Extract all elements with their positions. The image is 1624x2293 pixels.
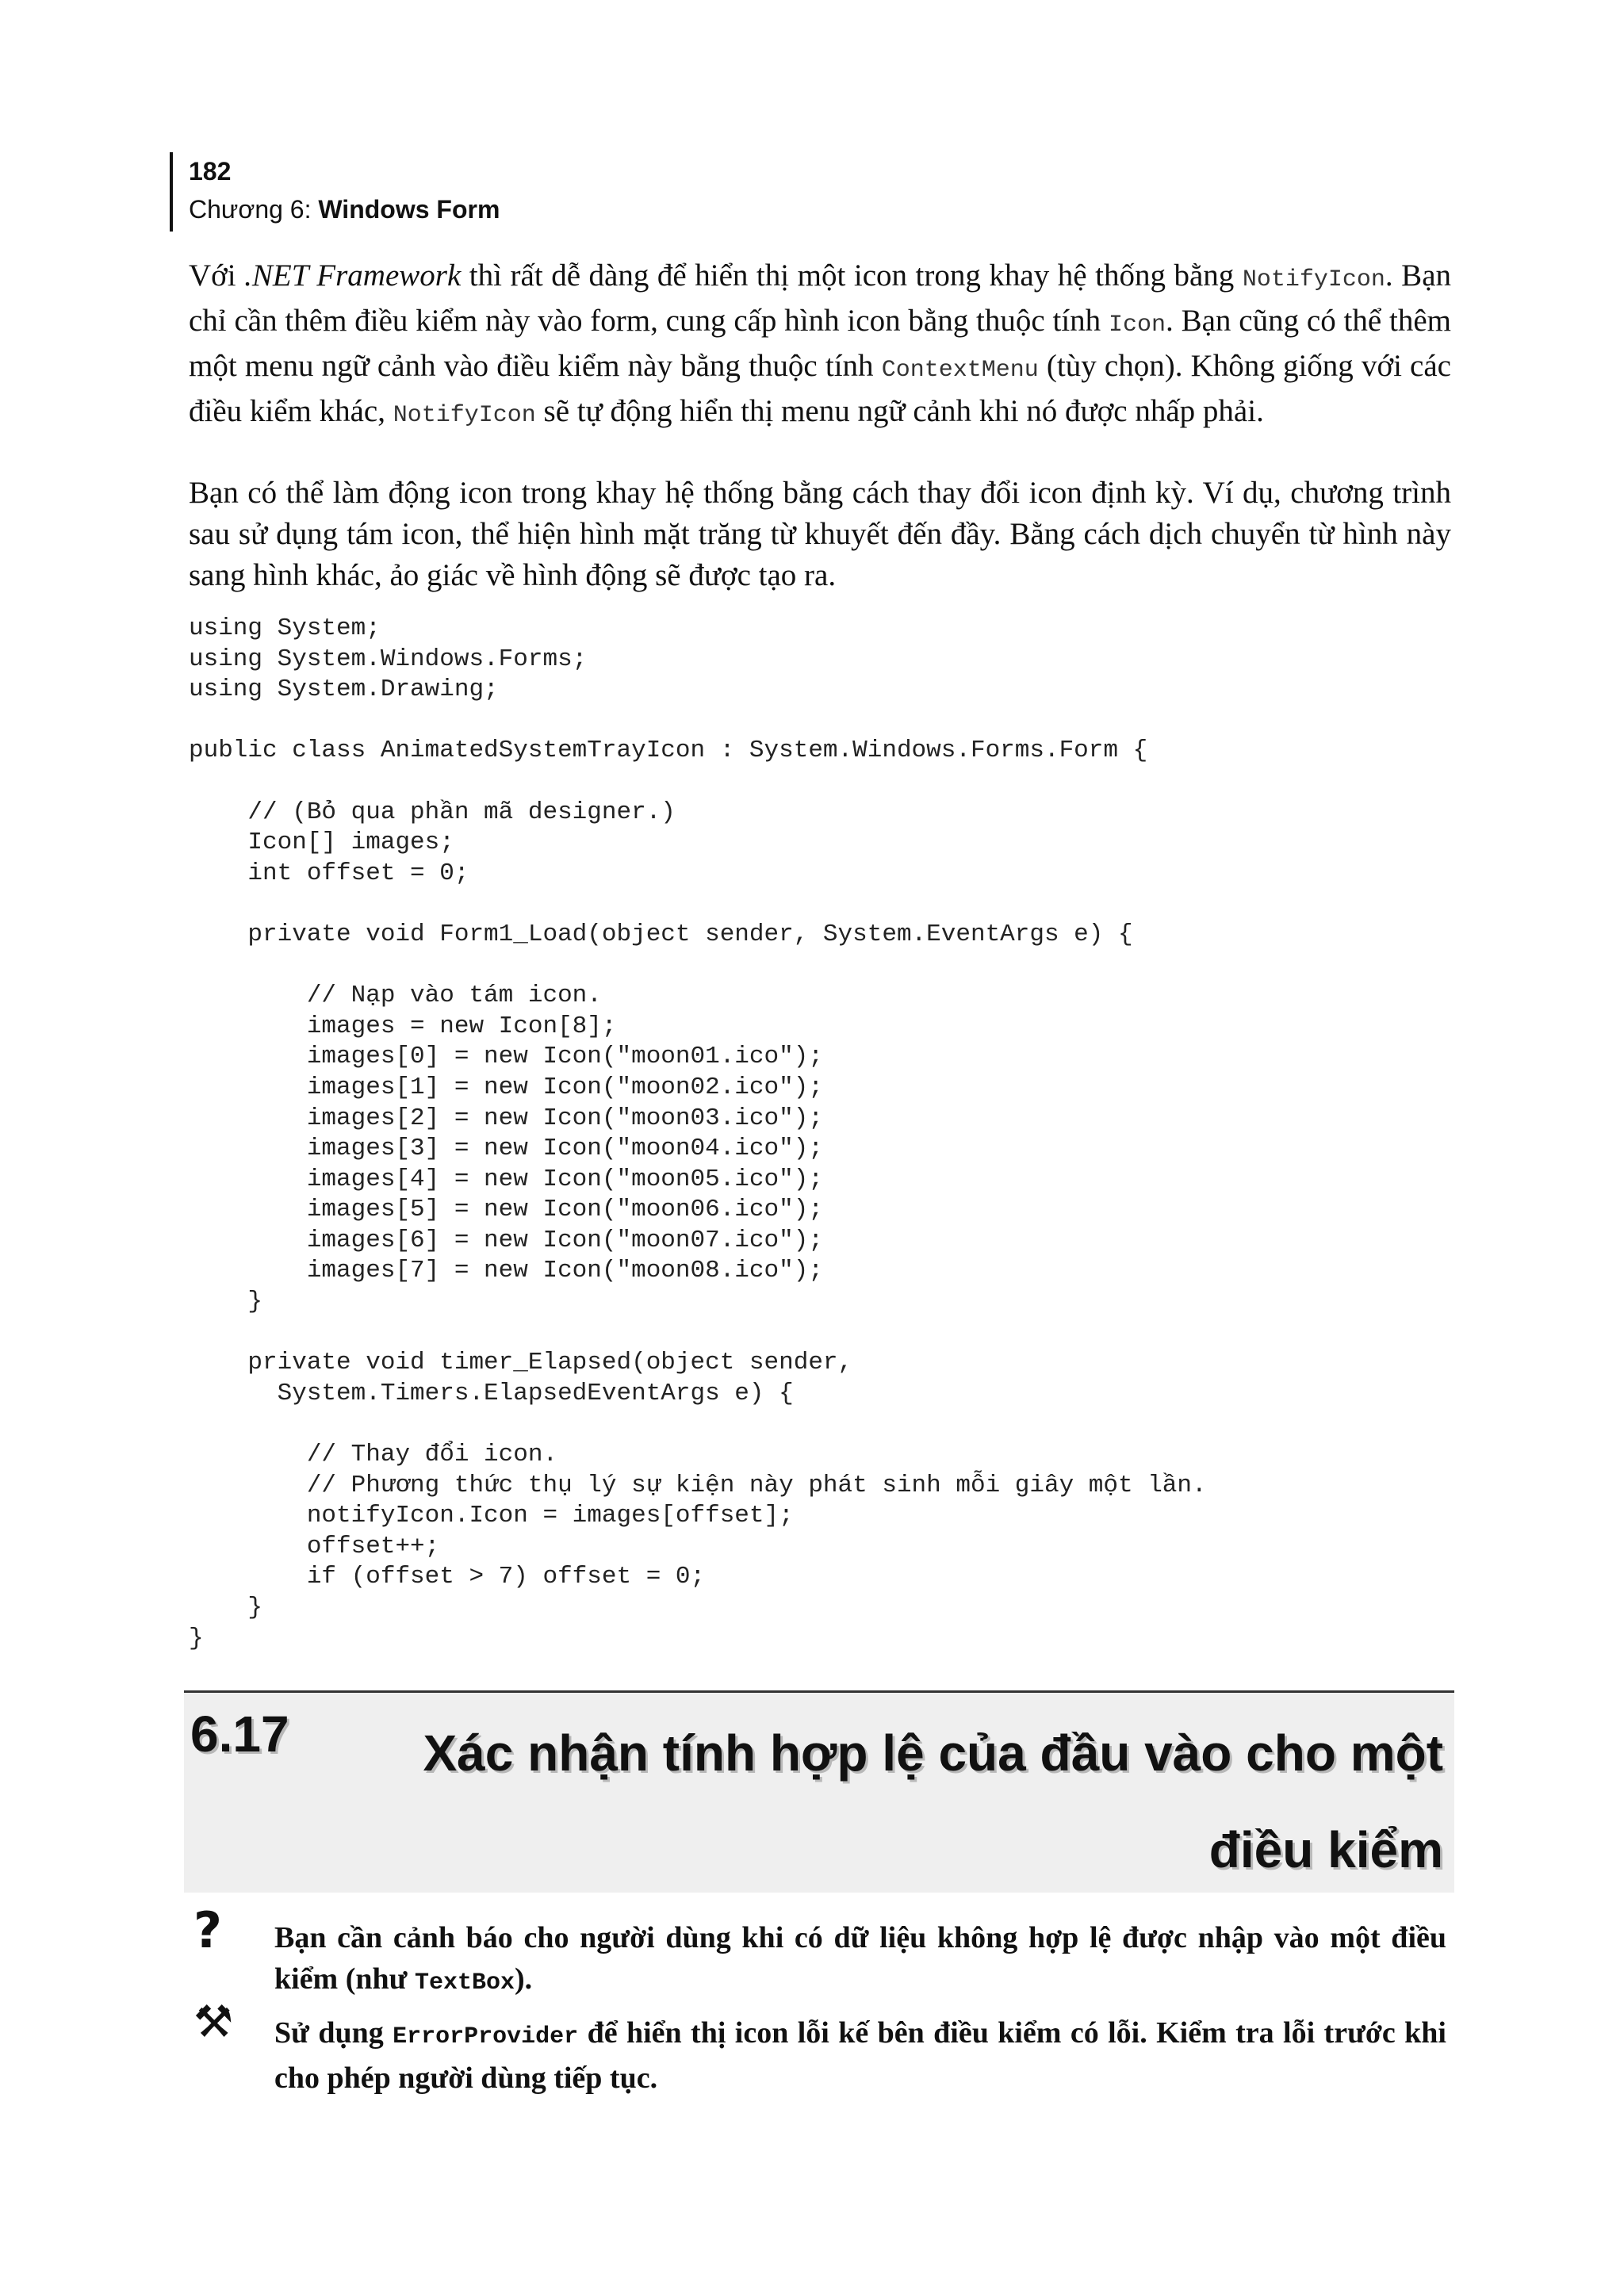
text-run: (tùy chọn). Không giống với các điều kiểm khác, xyxy=(189,349,1451,428)
text-run: sẽ tự động hiển thị menu ngữ cảnh khi nó được nhấp phải. xyxy=(535,394,1264,428)
text-run: Sử dụng xyxy=(274,2016,393,2050)
chapter-heading xyxy=(189,195,500,224)
text-run: ). xyxy=(514,1962,533,1996)
page-number: 182 xyxy=(189,157,232,186)
inline-code: Icon xyxy=(1109,312,1166,339)
code-listing: using System; using System.Windows.Forms; using System.Drawing; public class AnimatedSystemTrayIcon : System.Windows.Forms.Form { // (Bỏ qua phần mã designer.) Icon[] images; int offset = 0; private void Form1_Load(object sender, System.EventArgs e) { // Nạp vào tám icon. images = new Icon[8]; images[0] = new Icon("moon01.ico"); images[1] = new Icon("moon02.ico"); images[2] = new Icon("moon03.ico"); images[3] = new Icon("moon04.ico"); images[4] = new Icon("moon05.ico"); images[5] = new Icon("moon06.ico"); images[6] = new Icon("moon07.ico"); images[7] = new Icon("moon08.ico"); } private void timer_Elapsed(object sender, System.Timers.ElapsedEventArgs e) { // Thay đổi icon. // Phương thức thụ lý sự kiện này phát sinh mỗi giây một lần. notifyIcon.Icon = images[offset]; offset++; if (offset > 7) offset = 0; } } xyxy=(189,614,1207,1652)
inline-code: NotifyIcon xyxy=(393,402,536,429)
question-mark-icon: ? xyxy=(193,1901,222,1959)
inline-code: ErrorProvider xyxy=(393,2023,579,2050)
tools-icon: ⚒ xyxy=(193,1996,234,2048)
section-number: 6.17 xyxy=(190,1705,289,1763)
chapter-title: Windows Form xyxy=(318,195,500,224)
inline-code: TextBox xyxy=(414,1970,515,1996)
text-run: thì rất dễ dàng để hiển thị một icon trong khay hệ thống bằng xyxy=(461,258,1243,293)
text-run: Bạn cần cảnh báo cho người dùng khi có dữ liệu không hợp lệ được nhập vào một điều kiểm (như xyxy=(274,1921,1446,1996)
text-run: Với xyxy=(189,258,245,293)
header-vertical-rule xyxy=(170,152,173,232)
inline-code: ContextMenu xyxy=(881,357,1039,384)
chapter-prefix: Chương 6: xyxy=(189,195,319,224)
problem-statement xyxy=(274,1917,1446,2004)
solution-statement xyxy=(274,2012,1446,2099)
framework-term: .NET Framework xyxy=(244,258,462,293)
text-run: để hiển thị icon lỗi kế bên điều kiểm có lỗi. Kiểm tra lỗi trước khi cho phép người dùng tiếp tục. xyxy=(274,2016,1446,2095)
paragraph-notifyicon-intro xyxy=(189,255,1451,436)
paragraph-animation: Bạn có thể làm động icon trong khay hệ thống bằng cách thay đổi icon định kỳ. Ví dụ, chương trình sau sử dụng tám icon, thể hiện hình mặt trăng từ khuyết đến đầy. Bằng cách dịch chuyển từ hình này sang hình khác, ảo giác về hình động sẽ được tạo ra. xyxy=(189,476,1451,592)
inline-code: NotifyIcon xyxy=(1242,266,1385,293)
text-run: . Bạn cũng có thể thêm một menu ngữ cảnh vào điều kiểm này bằng thuộc tính xyxy=(189,304,1451,383)
text-run: . Bạn chỉ cần thêm điều kiểm này vào form, cung cấp hình icon bằng thuộc tính xyxy=(189,258,1452,338)
section-title: Xác nhận tính hợp lệ của đầu vào cho một điều kiểm xyxy=(423,1725,1443,1878)
